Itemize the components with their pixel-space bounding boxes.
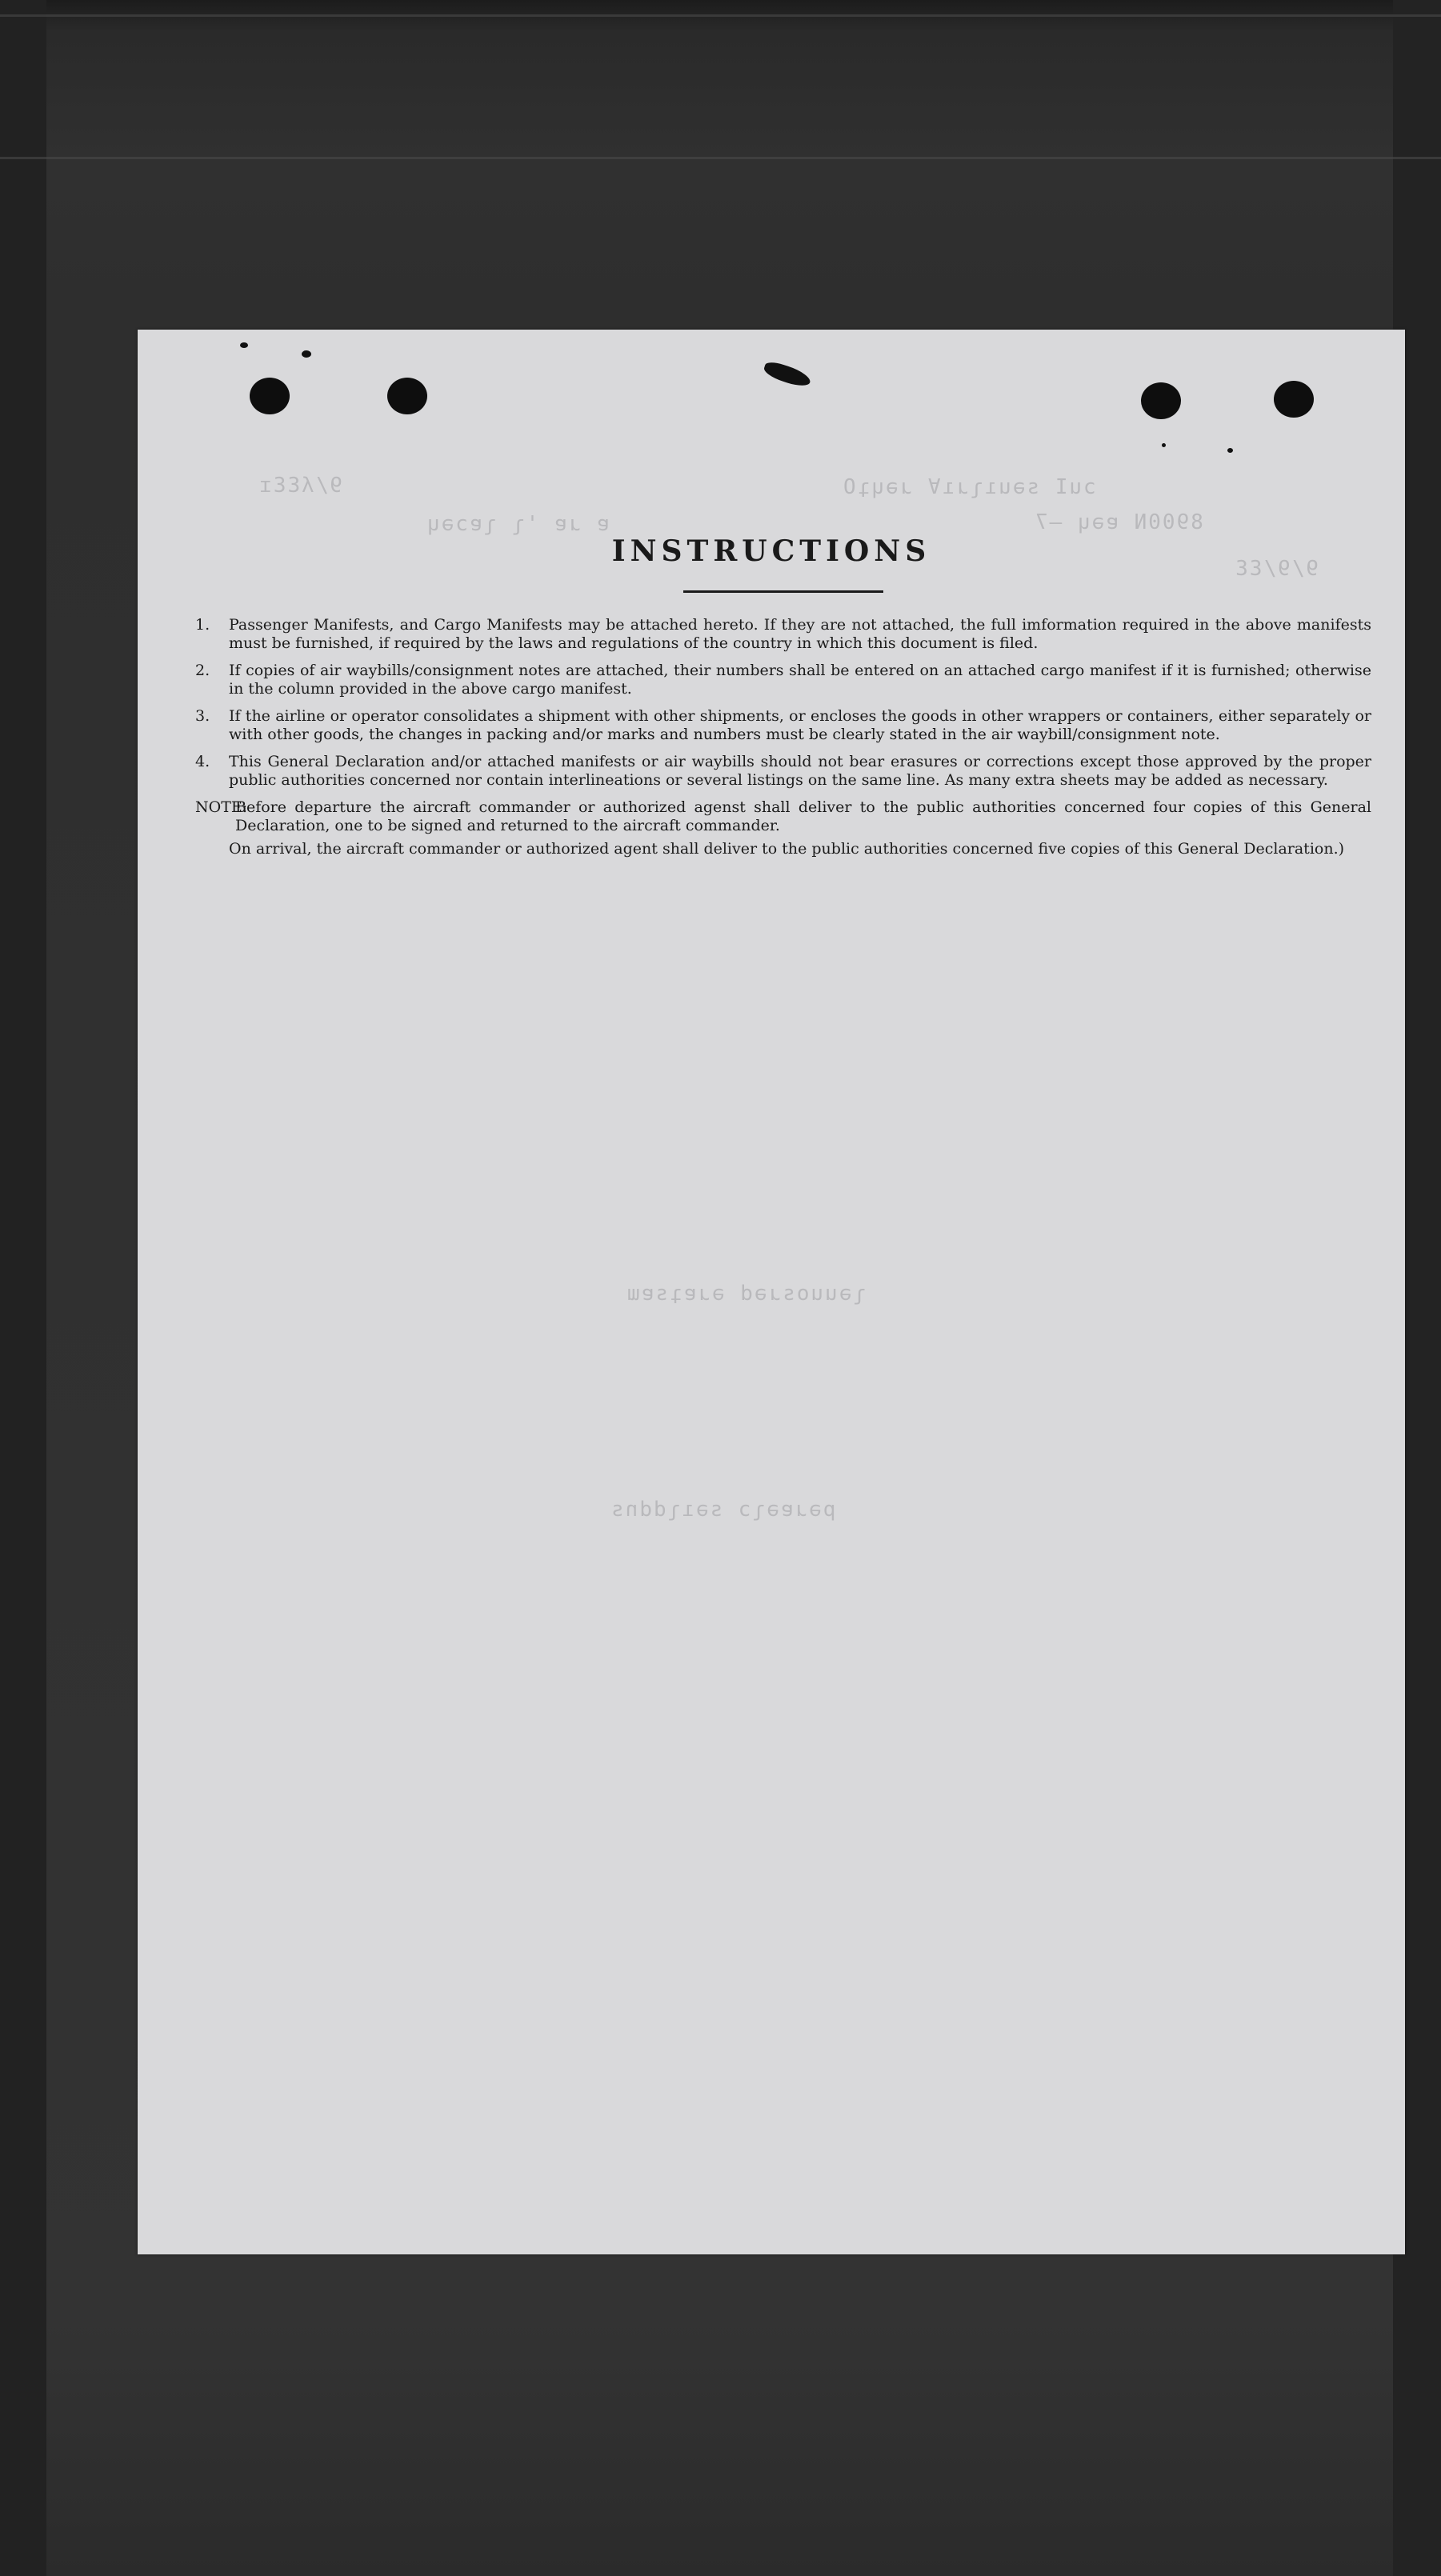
ink-speck — [240, 342, 248, 348]
instruction-number: 3. — [195, 707, 210, 725]
ink-speck — [302, 350, 311, 358]
instruction-number: 1. — [195, 616, 210, 634]
note-block — [195, 798, 1371, 858]
punch-hole — [1141, 382, 1181, 419]
ink-smudge — [762, 359, 812, 390]
scan-line — [0, 14, 1441, 17]
note-departure — [195, 798, 1371, 835]
bleed-through-text: 9/ʎƐƐɪ — [258, 474, 342, 498]
instruction-item — [195, 707, 1371, 744]
instruction-text: If the airline or operator consolidates a shipment with other shipments, or encloses the goods in other wrappers or containers, either separately or with other goods, the changes in packing and/or marks and numbers must be clearly stated in the air waybill/consignment note. — [229, 707, 1371, 743]
note-arrival-text: On arrival, the aircraft commander or authorized agent shall deliver to the public authorities concerned five copies of this General Declaration.) — [229, 840, 1345, 858]
page-title: INSTRUCTIONS — [611, 534, 931, 568]
instruction-number: 2. — [195, 662, 210, 679]
punch-hole — [250, 378, 290, 414]
ink-speck — [1227, 448, 1233, 453]
note-label: NOTE: — [195, 798, 248, 816]
bleed-through-text: ɔuI sǝuıʅɹıⱯ ɹǝɥʇO — [842, 475, 1096, 499]
instruction-text: If copies of air waybills/consignment notes are attached, their numbers shall be entered on an attached cargo manifest if it is furnished; otherwise in the column provided in the above cargo manifest. — [229, 662, 1371, 698]
bleed-through-text: 9/9/ƐƐ — [1234, 557, 1319, 581]
instructions-list — [195, 616, 1371, 858]
bleed-through-text: 8900N ɐǝɥ –7 — [1034, 510, 1203, 534]
instruction-text: Passenger Manifests, and Cargo Manifests may be attached hereto. If they are not attached, the full imformation required in the above manifests must be furnished, if required by the laws and regulations of the country in which this document is filed. — [229, 616, 1371, 652]
title-underline — [683, 590, 883, 593]
bleed-through-text: ɐ ɹɐ 'ʅ ʅɐɔǝɥ — [426, 512, 610, 536]
bleed-through-text: pǝɹɐǝʅɔ sǝıʅddns — [610, 1498, 836, 1522]
instruction-item — [195, 662, 1371, 698]
scan-line — [0, 157, 1441, 159]
ink-speck — [1162, 443, 1166, 447]
note-text: Before departure the aircraft commander or authorized agenst shall deliver to the public authorities concerned four copies of this General Declaration, one to be signed and returned to the aircraft commander. — [235, 798, 1371, 834]
document-page — [138, 330, 1405, 2254]
bleed-through-text: ʅǝuuosɹǝd ǝɹɐʇsɐɯ — [626, 1282, 867, 1306]
punch-hole — [387, 378, 427, 414]
instruction-item — [195, 616, 1371, 653]
film-edge-left — [0, 0, 46, 2576]
instruction-text: This General Declaration and/or attached manifests or air waybills should not bear erasures or corrections except those approved by the proper public authorities concerned nor contain interlineations or several listings on the same line. As many extra sheets may be added as necessary. — [229, 753, 1371, 789]
punch-hole — [1274, 381, 1314, 418]
instruction-number: 4. — [195, 753, 210, 770]
instruction-item — [195, 753, 1371, 790]
